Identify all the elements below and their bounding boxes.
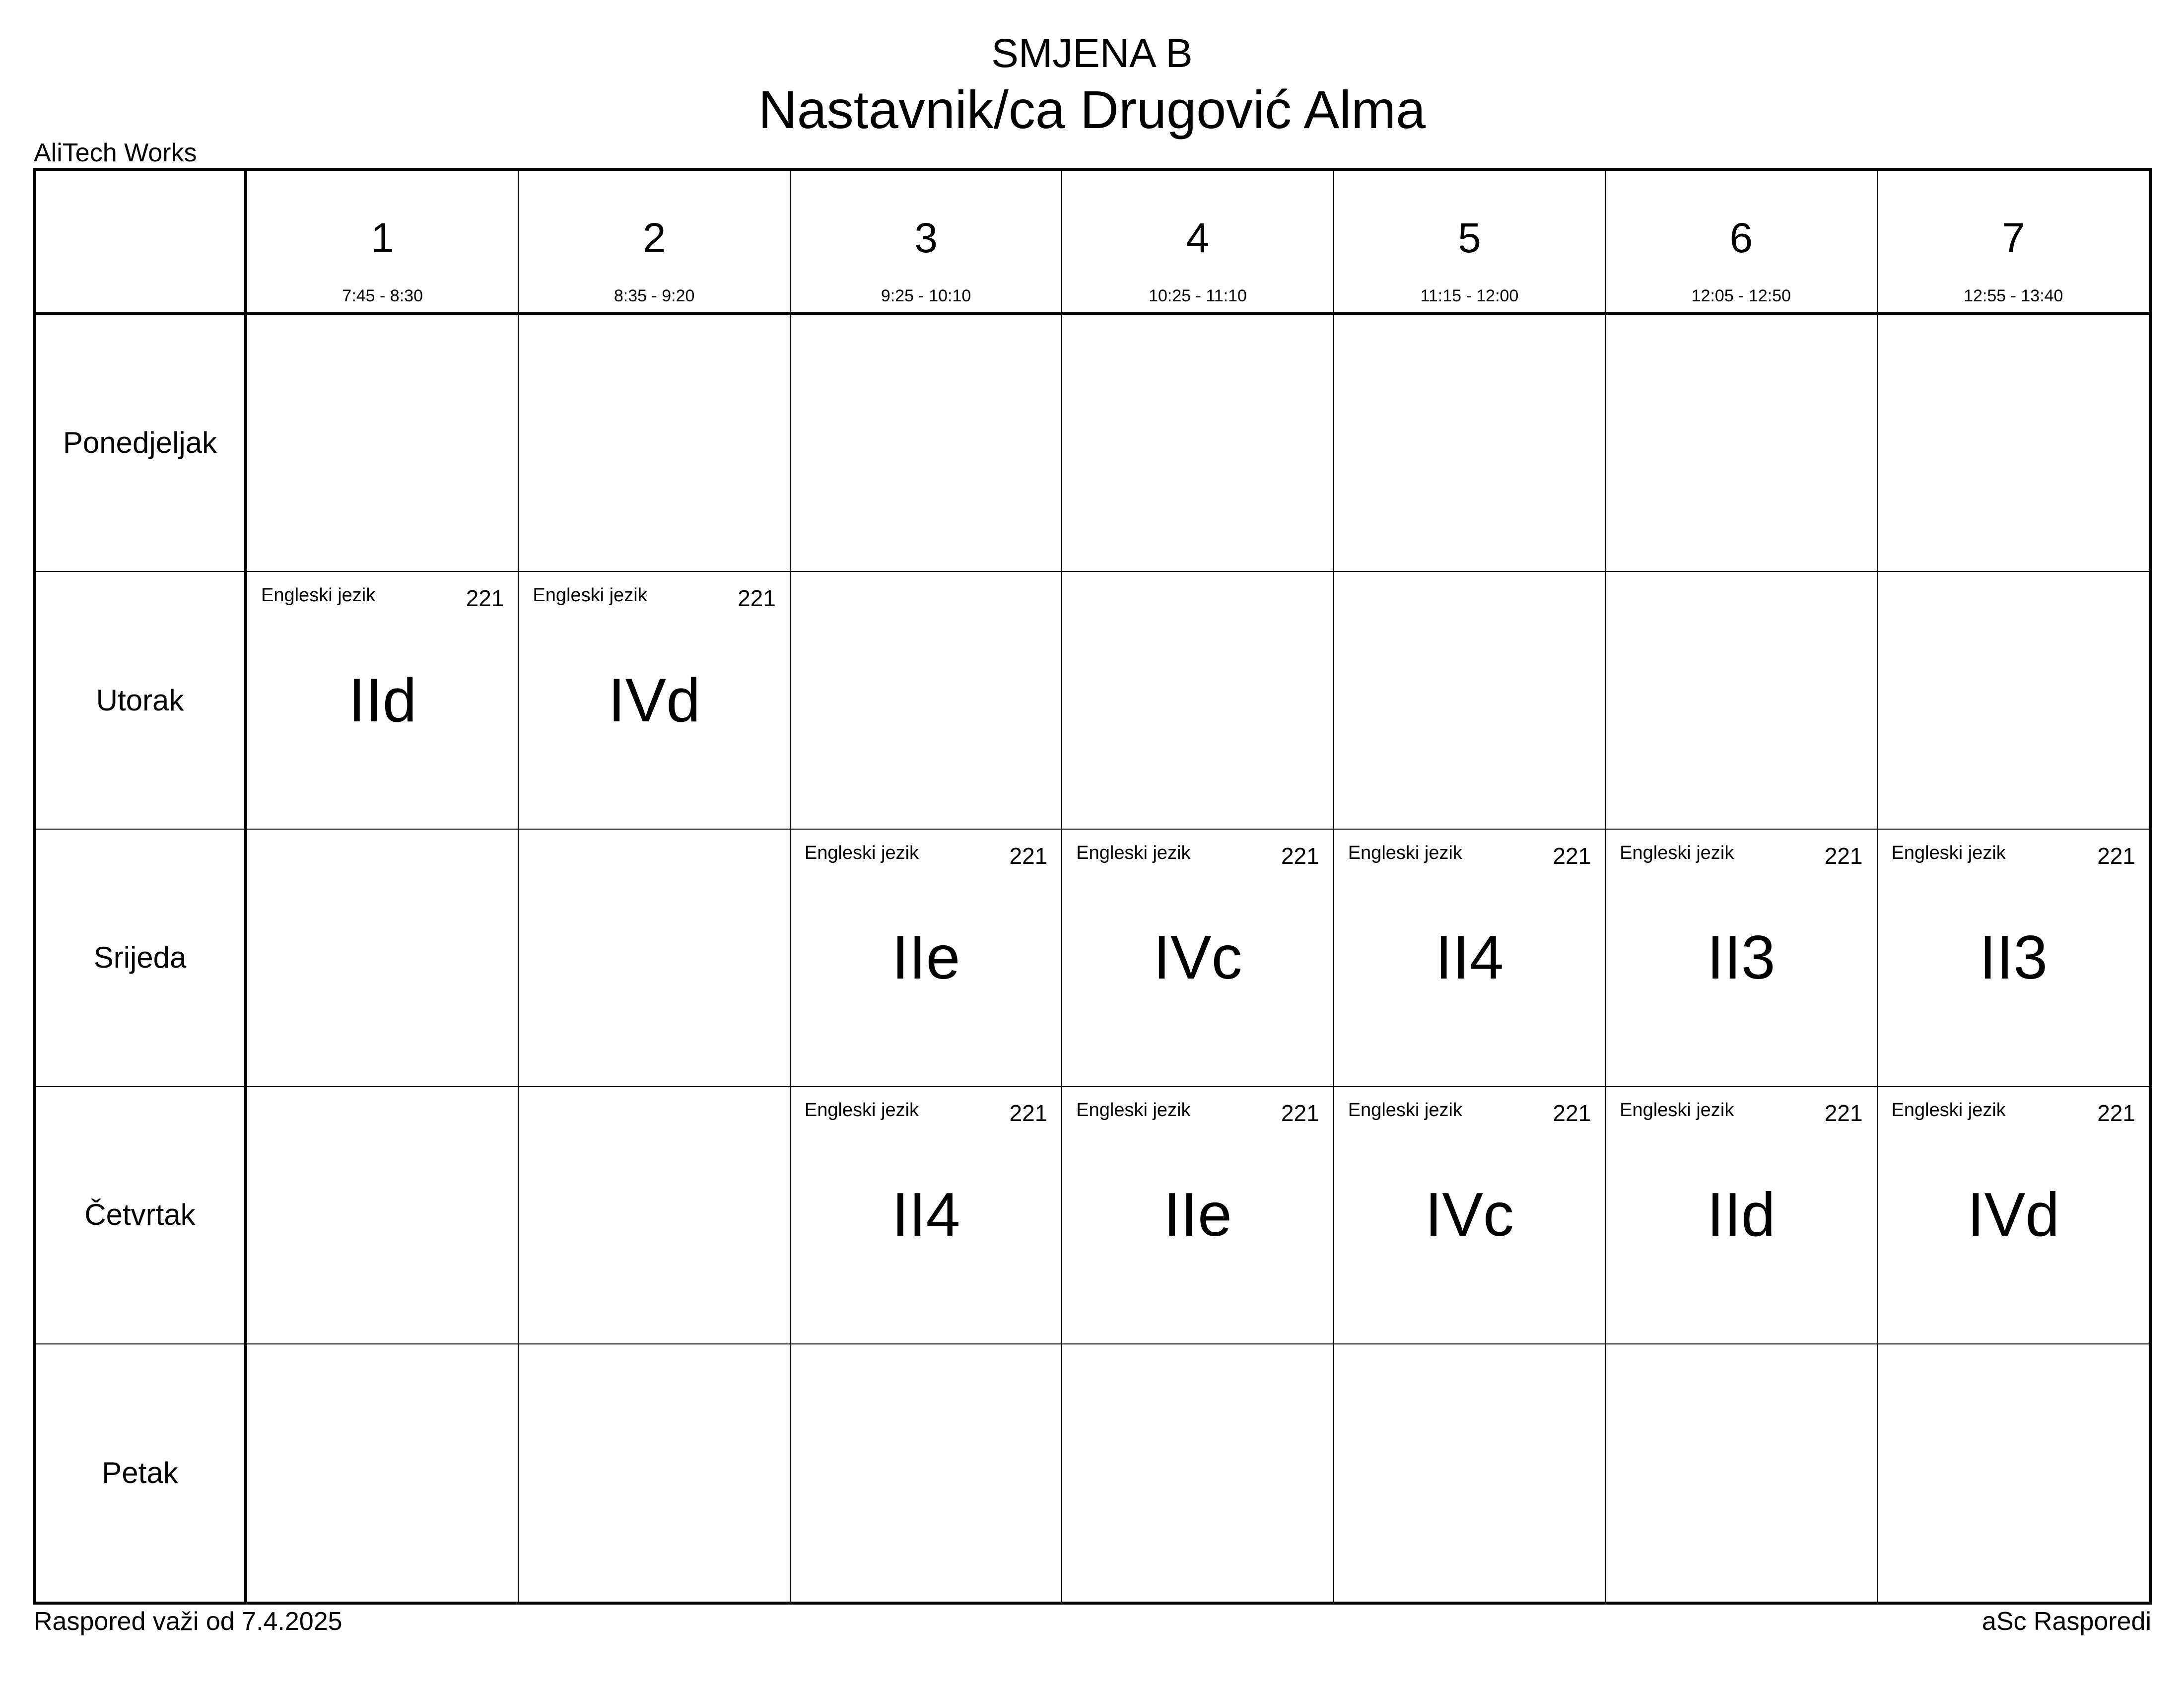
- day-header: [36, 830, 247, 1087]
- lesson-class: IVc: [1425, 1181, 1514, 1250]
- lesson-room: 221: [1553, 843, 1591, 869]
- lesson-cell[interactable]: [1606, 1087, 1877, 1344]
- empty-cell: [1062, 315, 1334, 572]
- period-header-3: [791, 171, 1062, 315]
- day-header: [36, 572, 247, 829]
- period-time: 9:25 - 10:10: [881, 286, 971, 305]
- lesson-room: 221: [2097, 1100, 2135, 1126]
- empty-cell: [519, 1344, 790, 1602]
- period-header-6: [1606, 171, 1877, 315]
- empty-cell: [519, 830, 790, 1087]
- day-label: Srijeda: [93, 940, 187, 974]
- day-header: [36, 1344, 247, 1602]
- lesson-cell[interactable]: [1878, 830, 2149, 1087]
- lesson-subject: Engleski jezik: [1891, 1100, 2006, 1121]
- empty-cell: [1334, 572, 1606, 829]
- lesson-subject: Engleski jezik: [1348, 1100, 1462, 1121]
- empty-cell: [1334, 1344, 1606, 1602]
- lesson-cell[interactable]: [1062, 1087, 1334, 1344]
- lesson-cell[interactable]: [791, 830, 1062, 1087]
- lesson-subject: Engleski jezik: [1076, 1100, 1191, 1121]
- lesson-class: IIe: [891, 923, 960, 992]
- period-time: 12:55 - 13:40: [1964, 286, 2063, 305]
- lesson-room: 221: [1009, 843, 1048, 869]
- empty-cell: [1878, 1344, 2149, 1602]
- lesson-subject: Engleski jezik: [1620, 842, 1734, 863]
- lesson-class: II4: [1435, 923, 1504, 992]
- empty-cell: [1606, 572, 1877, 829]
- empty-cell: [1878, 572, 2149, 829]
- lesson-subject: Engleski jezik: [804, 842, 919, 863]
- empty-cell: [1606, 315, 1877, 572]
- lesson-class: II3: [1979, 923, 2048, 992]
- empty-cell: [1878, 315, 2149, 572]
- period-header-4: [1062, 171, 1334, 315]
- empty-cell: [519, 315, 790, 572]
- period-number: 6: [1729, 214, 1753, 261]
- empty-cell: [247, 830, 519, 1087]
- lesson-room: 221: [1281, 1100, 1319, 1126]
- lesson-subject: Engleski jezik: [804, 1100, 919, 1121]
- lesson-cell[interactable]: [247, 572, 519, 829]
- empty-cell: [247, 1087, 519, 1344]
- period-header-5: [1334, 171, 1606, 315]
- lesson-subject: Engleski jezik: [261, 585, 376, 606]
- lesson-subject: Engleski jezik: [1076, 842, 1191, 863]
- empty-cell: [247, 315, 519, 572]
- lesson-cell[interactable]: [1334, 830, 1606, 1087]
- lesson-class: IVc: [1153, 923, 1242, 992]
- empty-cell: [1606, 1344, 1877, 1602]
- lesson-cell[interactable]: [519, 572, 790, 829]
- period-number: 5: [1458, 214, 1481, 261]
- lesson-cell[interactable]: [1334, 1087, 1606, 1344]
- period-number: 1: [371, 214, 395, 261]
- period-time: 12:05 - 12:50: [1691, 286, 1791, 305]
- lesson-cell[interactable]: [1878, 1087, 2149, 1344]
- period-header-7: [1878, 171, 2149, 315]
- day-header: [36, 1087, 247, 1344]
- day-label: Petak: [102, 1456, 178, 1489]
- shift-title: SMJENA B: [991, 31, 1193, 76]
- empty-cell: [791, 315, 1062, 572]
- lesson-subject: Engleski jezik: [1891, 842, 2006, 863]
- lesson-cell[interactable]: [1606, 830, 1877, 1087]
- period-time: 7:45 - 8:30: [342, 286, 423, 305]
- empty-cell: [1062, 572, 1334, 829]
- lesson-room: 221: [1824, 843, 1863, 869]
- day-label: Ponedjeljak: [63, 426, 217, 460]
- empty-cell: [519, 1087, 790, 1344]
- period-time: 8:35 - 9:20: [614, 286, 695, 305]
- empty-cell: [247, 1344, 519, 1602]
- period-header-2: [519, 171, 790, 315]
- period-number: 2: [642, 214, 666, 261]
- day-header: [36, 315, 247, 572]
- lesson-room: 221: [1009, 1100, 1048, 1126]
- software-credit: aSc Rasporedi: [1981, 1607, 2151, 1636]
- lesson-room: 221: [1824, 1100, 1863, 1126]
- lesson-class: II3: [1706, 923, 1775, 992]
- day-label: Utorak: [96, 683, 184, 717]
- corner-cell: [36, 171, 247, 315]
- lesson-room: 221: [1553, 1100, 1591, 1126]
- lesson-subject: Engleski jezik: [533, 585, 647, 606]
- period-number: 7: [2001, 214, 2025, 261]
- lesson-room: 221: [466, 585, 504, 612]
- period-number: 3: [914, 214, 938, 261]
- empty-cell: [791, 572, 1062, 829]
- period-time: 11:15 - 12:00: [1420, 286, 1519, 305]
- lesson-class: IIe: [1163, 1181, 1232, 1250]
- school-name: AliTech Works: [34, 139, 197, 167]
- valid-from-note: Raspored važi od 7.4.2025: [34, 1607, 342, 1636]
- period-number: 4: [1186, 214, 1210, 261]
- timetable-grid: [33, 168, 2152, 1605]
- lesson-cell[interactable]: [791, 1087, 1062, 1344]
- teacher-title: Nastavnik/ca Drugović Alma: [758, 79, 1426, 140]
- lesson-subject: Engleski jezik: [1348, 842, 1462, 863]
- lesson-class: IVd: [1967, 1181, 2060, 1250]
- empty-cell: [791, 1344, 1062, 1602]
- lesson-cell[interactable]: [1062, 830, 1334, 1087]
- lesson-class: IId: [348, 666, 417, 735]
- period-header-1: [247, 171, 519, 315]
- period-time: 10:25 - 11:10: [1149, 286, 1247, 305]
- lesson-room: 221: [1281, 843, 1319, 869]
- lesson-room: 221: [2097, 843, 2135, 869]
- day-label: Četvrtak: [84, 1198, 196, 1232]
- lesson-class: IVd: [608, 666, 701, 735]
- lesson-subject: Engleski jezik: [1620, 1100, 1734, 1121]
- lesson-class: II4: [891, 1181, 960, 1250]
- empty-cell: [1334, 315, 1606, 572]
- empty-cell: [1062, 1344, 1334, 1602]
- lesson-room: 221: [738, 585, 776, 612]
- lesson-class: IId: [1706, 1181, 1775, 1250]
